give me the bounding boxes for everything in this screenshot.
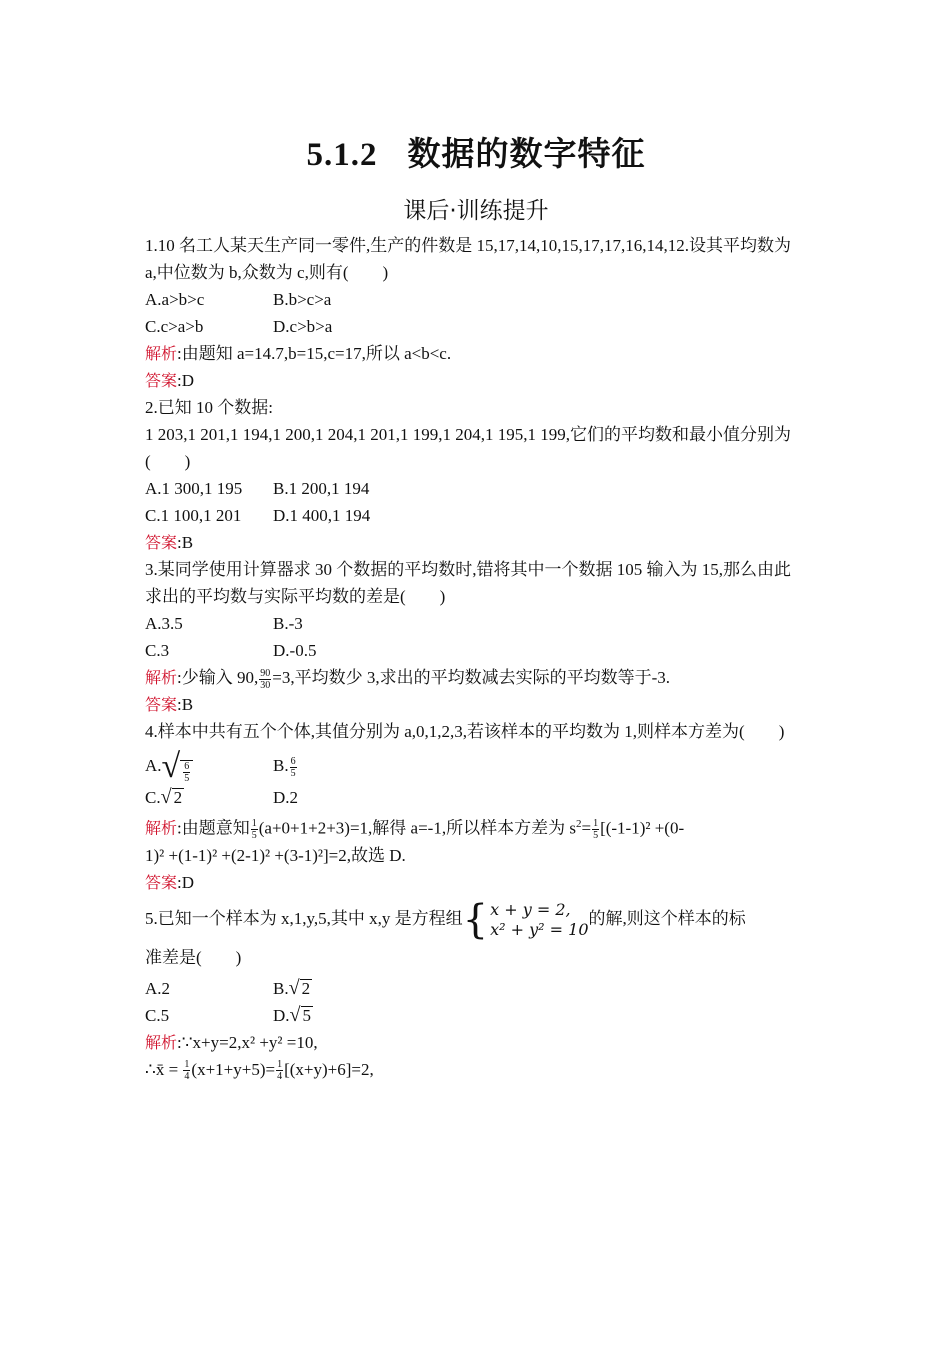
fraction [592, 818, 599, 841]
q1-option-d: D.c>b>a [273, 317, 333, 336]
equation-system [462, 896, 589, 943]
answer-label: 答案 [145, 533, 178, 552]
section-title: 数据的数字特征 [407, 134, 646, 173]
option-letter: B. [273, 756, 289, 775]
option-letter: A. [145, 756, 162, 775]
q5-stem-part: 的解,则这个样本的标 [588, 908, 746, 928]
q4-option-c [145, 784, 273, 811]
q5-mean-part: [(x+y)+6]=2, [284, 1059, 374, 1079]
q5-analysis [145, 1029, 805, 1056]
denominator: 5 [593, 830, 599, 842]
denominator: 5 [290, 767, 296, 779]
denominator: 30 [260, 679, 271, 691]
q1-option-c: C.c>a>b [145, 317, 204, 336]
q2-options [145, 475, 805, 529]
q5-stem-part: 5.已知一个样本为 x,1,y,5,其中 x,y 是方程组 [145, 908, 463, 928]
answer-label: 答案 [145, 872, 178, 892]
q3-option-b: B.-3 [273, 614, 303, 633]
page-title [0, 128, 952, 175]
q4-options [145, 749, 805, 784]
q4-analysis [145, 811, 805, 842]
brace-icon: { [462, 896, 489, 943]
q2-option-d: D.1 400,1 194 [273, 506, 371, 525]
option-letter: B. [273, 978, 289, 998]
option-letter: C. [145, 788, 161, 808]
q5-option-c: C.5 [145, 1005, 170, 1025]
q4-analysis-line2: 1)² +(1-1)² +(2-1)² +(3-1)²]=2,故选 D. [145, 845, 406, 865]
fraction [259, 668, 271, 691]
q4-stem: 4.样本中共有五个个体,其值分别为 a,0,1,2,3,若该样本的平均数为 1,则样本方差为( ) [145, 722, 785, 741]
q1-option-a: A.a>b>c [145, 290, 205, 309]
sqrt-symbol: √ 2 [288, 976, 311, 999]
q4-answer-text: :D [177, 872, 195, 892]
q1-analysis-text: :由题知 a=14.7,b=15,c=17,所以 a<b<c. [177, 344, 452, 363]
sqrt-symbol: √ 2 [160, 786, 183, 809]
q3-answer [145, 691, 805, 718]
q5-mean [145, 1056, 805, 1083]
analysis-label: 解析 [145, 1032, 178, 1052]
q3-stem: 3.某同学使用计算器求 30 个数据的平均数时,错将其中一个数据 105 输入为 15,那么由此求出的平均数与实际平均数的差是( ) [145, 560, 791, 606]
analysis-label: 解析 [145, 818, 178, 838]
numerator: 1 [277, 1059, 283, 1071]
option-letter: D. [273, 1005, 290, 1025]
numerator: 1 [184, 1059, 190, 1071]
q4-answer [145, 869, 805, 896]
mean-symbol: ∴x̄ = [145, 1059, 183, 1079]
analysis-label: 解析 [145, 668, 178, 687]
radicand: 5 [302, 1005, 312, 1025]
q4-analysis-part: (a+0+1+2+3)=1,解得 a=-1,所以样本方差为 s [258, 818, 576, 838]
q1-stem: 1.10 名工人某天生产同一零件,生产的件数是 15,17,14,10,15,17,17,16,14,12.设其平均数为 a,中位数为 b,众数为 c,则有( ) [145, 236, 791, 282]
equation-1: x + y = 2, [490, 899, 571, 919]
q3-option-c: C.3 [145, 641, 170, 660]
q5-stem [145, 896, 805, 943]
q5-option-b [273, 975, 805, 1002]
sqrt-symbol: √ 5 [289, 1003, 312, 1026]
q1-answer [145, 367, 805, 394]
q2-option-b: B.1 200,1 194 [273, 479, 370, 498]
q1-option-b: B.b>c>a [273, 290, 332, 309]
denominator: 4 [277, 1071, 283, 1083]
numerator: 90 [260, 667, 271, 679]
denominator: 5 [184, 773, 190, 785]
fraction [183, 1059, 190, 1082]
q5-option-d [273, 1002, 805, 1029]
q3-options [145, 610, 805, 664]
fraction [276, 1059, 283, 1082]
subtitle: 课后·训练提升 [403, 198, 549, 224]
q4-option-d: D.2 [273, 788, 299, 808]
section-number: 5.1.2 [306, 137, 378, 173]
numerator: 6 [184, 761, 190, 773]
numerator: 1 [593, 818, 599, 830]
q5-analysis-text: :∵x+y=2,x² +y² =10, [177, 1032, 318, 1052]
denominator: 5 [251, 830, 257, 842]
numerator: 1 [251, 818, 257, 830]
superscript: 2 [575, 818, 582, 831]
q3-option-a: A.3.5 [145, 614, 183, 633]
q2-stem-2: 1 203,1 201,1 194,1 200,1 204,1 201,1 199,1 204,1 195,1 199,它们的平均数和最小值分别为( ) [145, 425, 791, 471]
fraction [290, 756, 297, 779]
fraction [251, 818, 258, 841]
answer-label: 答案 [145, 695, 178, 714]
q1-answer-text: :D [177, 371, 195, 390]
analysis-label: 解析 [145, 344, 178, 363]
q4-option-b [273, 749, 805, 784]
q3-analysis-pre: :少输入 90, [177, 668, 259, 687]
q5-options [145, 975, 805, 1029]
q2-answer-text: :B [177, 533, 194, 552]
q2-stem-1: 2.已知 10 个数据: [145, 398, 273, 417]
numerator: 6 [290, 755, 296, 767]
q4-option-a [145, 749, 273, 784]
denominator: 4 [184, 1071, 190, 1083]
q1-options [145, 286, 805, 340]
sqrt-symbol: √ $\frac{6}{5}$ [162, 750, 194, 784]
q4-analysis-part: = [581, 818, 592, 838]
q5-stem-line2: 准差是( ) [145, 947, 242, 967]
q1-analysis [145, 340, 805, 367]
q5-mean-part: (x+1+y+5)= [191, 1059, 276, 1079]
radicand: 2 [173, 788, 183, 808]
q3-answer-text: :B [177, 695, 194, 714]
q3-analysis-post: =3,平均数少 3,求出的平均数减去实际的平均数等于-3. [272, 668, 670, 687]
q2-answer [145, 529, 805, 556]
radicand: 2 [301, 978, 311, 998]
fraction [183, 761, 190, 784]
q4-analysis-part: [(-1-1)² +(0- [600, 818, 685, 838]
equation-2: x² + y² = 10 [490, 919, 589, 939]
q4-analysis-part: :由题意知 [177, 818, 250, 838]
q3-analysis [145, 664, 805, 691]
q3-option-d: D.-0.5 [273, 641, 317, 660]
answer-label: 答案 [145, 371, 178, 390]
q2-option-a: A.1 300,1 195 [145, 479, 243, 498]
exercise-content [145, 232, 805, 1083]
q4-options-2 [145, 784, 805, 811]
q5-option-a: A.2 [145, 978, 171, 998]
q2-option-c: C.1 100,1 201 [145, 506, 242, 525]
